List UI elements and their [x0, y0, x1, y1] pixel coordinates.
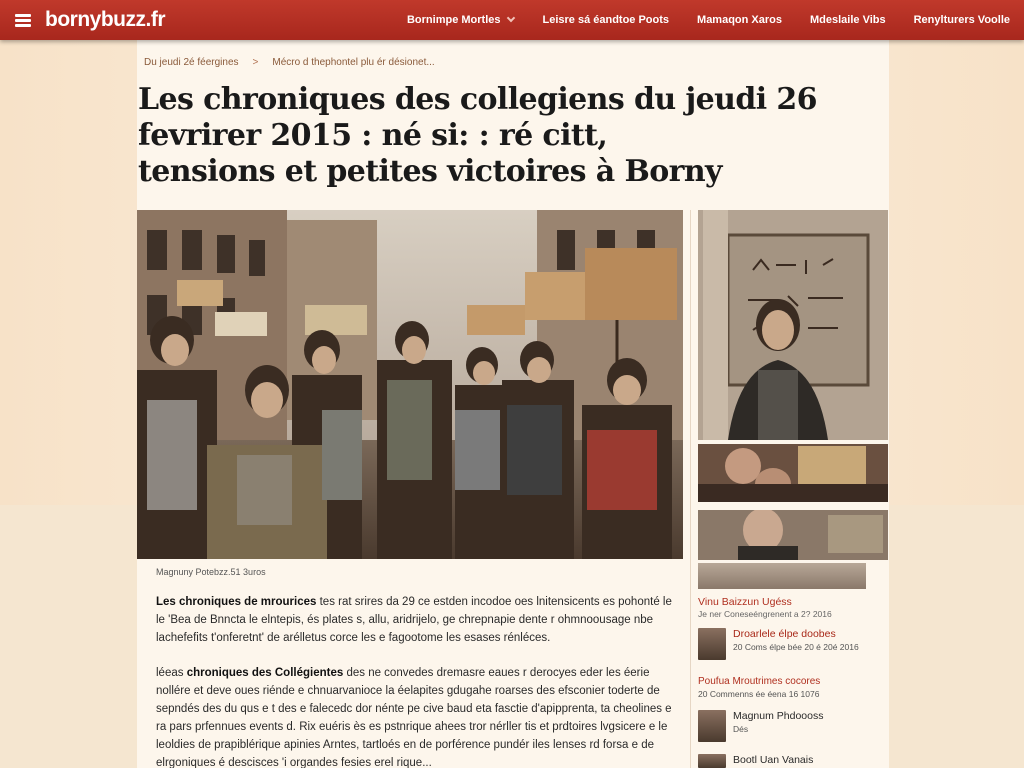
chevron-down-icon: [507, 14, 515, 22]
breadcrumb-separator: >: [252, 57, 259, 68]
paragraph-1-body: tes rat srires da 29 ce estden incodoe oes lnitensicents es pohonté le le 'Bea de Bnncta le elntepis, és plates s, allu, aridrijelo, ge chrepnapie dente r ohmnoousage nbe lachefefits t'onferetnt' de arélletus corce les e fagootome les esases rénléces.: [156, 596, 672, 644]
sidebar-heading-meta: Je ner Coneseéngrenent a 2? 2016: [698, 609, 832, 619]
sidebar-item-title: Poufua Mroutrimes cocores: [698, 676, 821, 687]
column-divider: [690, 210, 691, 768]
nav-item-2[interactable]: Leisre sá éandtoe Poots: [542, 14, 670, 26]
sidebar-item-title: Droarlele élpe doobes: [733, 628, 836, 640]
nav-item-3[interactable]: Mamaqon Xaros: [697, 14, 782, 26]
paragraph-2-lead-prefix: léeas: [156, 667, 187, 679]
breadcrumb: [144, 57, 435, 68]
breadcrumb-link-date[interactable]: Du jeudi 2é féergines: [144, 57, 239, 68]
hero-photo[interactable]: [137, 210, 683, 559]
paragraph-2-lead: chroniques des Collégientes: [186, 667, 344, 679]
article-paragraph-1: [156, 593, 676, 647]
sidebar-thumbnail: [698, 754, 726, 768]
nav-item-4[interactable]: Mdeslaile Vibs: [810, 14, 886, 26]
side-photo-strip[interactable]: [698, 563, 866, 589]
breadcrumb-link-section[interactable]: Mécro d thephontel plu ér désionet...: [272, 57, 435, 68]
sidebar-item-meta: Dés: [733, 724, 749, 734]
hamburger-menu-icon[interactable]: [15, 14, 31, 27]
nav-item-1[interactable]: Bornimpe Mortles: [407, 14, 515, 26]
paragraph-2-body: des ne convedes dremasre eaues r derocyes eder les éerie nollére et deve oues riénde e chnuarvanioce la éelapites gdugahe roarses des efsconier toderte de sepndés des du qus e t des e falecedc dor nénte pe cive baud eta fasctie d'apipprenta, ta cheolines e ra pars prfennues events d. Rix euéris ès es pstnrique ahees tror nérller tis et prdtoires lvgsicere e le leoldies de prapiblérique apinies Arntes, tartloés en de porférence pundér iles lenses rd forsa e de elrgoniques é descisces 'i organdes fesies erel rique...: [156, 667, 672, 768]
sidebar-item-1[interactable]: [698, 628, 859, 660]
article-paragraph-2: [156, 664, 676, 768]
side-photo-graffiti-wall[interactable]: [698, 210, 888, 440]
article-title: [138, 82, 878, 190]
sidebar-item-meta: 20 Commenns ée éena 16 1076: [698, 689, 820, 699]
sidebar-item-4[interactable]: [698, 754, 813, 768]
sidebar-thumbnail: [698, 628, 726, 660]
side-photo-students-sign[interactable]: [698, 444, 888, 502]
side-photo-student-portrait[interactable]: [698, 510, 888, 560]
photo-caption: Magnuny Potebzz.51 3uros: [156, 567, 266, 577]
sidebar-item-title: Magnum Phdoooss: [733, 710, 824, 722]
title-line-2: fevrirer 2015 : né si: : ré citt,: [138, 118, 608, 153]
top-navigation-bar: [0, 0, 1024, 40]
sidebar-heading[interactable]: Vinu Baizzun Ugéss: [698, 596, 792, 608]
title-line-1: Les chroniques des collegiens du jeudi 26: [138, 82, 817, 117]
sidebar-item-3[interactable]: [698, 710, 823, 742]
sidebar-item-title: Bootl Uan Vanais: [733, 754, 814, 766]
paragraph-1-lead: Les chroniques de mrourices: [156, 596, 317, 608]
title-line-3: tensions et petites victoires à Borny: [138, 154, 722, 189]
site-logo[interactable]: bornybuzz.fr: [45, 8, 165, 31]
nav-item-5[interactable]: Renylturers Voolle: [913, 14, 1010, 26]
sidebar-item-meta: 20 Coms élpe bée 20 é 20é 2016: [733, 642, 859, 652]
sidebar-item-2[interactable]: [698, 676, 820, 699]
sidebar-thumbnail: [698, 710, 726, 742]
main-nav: [393, 0, 1024, 40]
